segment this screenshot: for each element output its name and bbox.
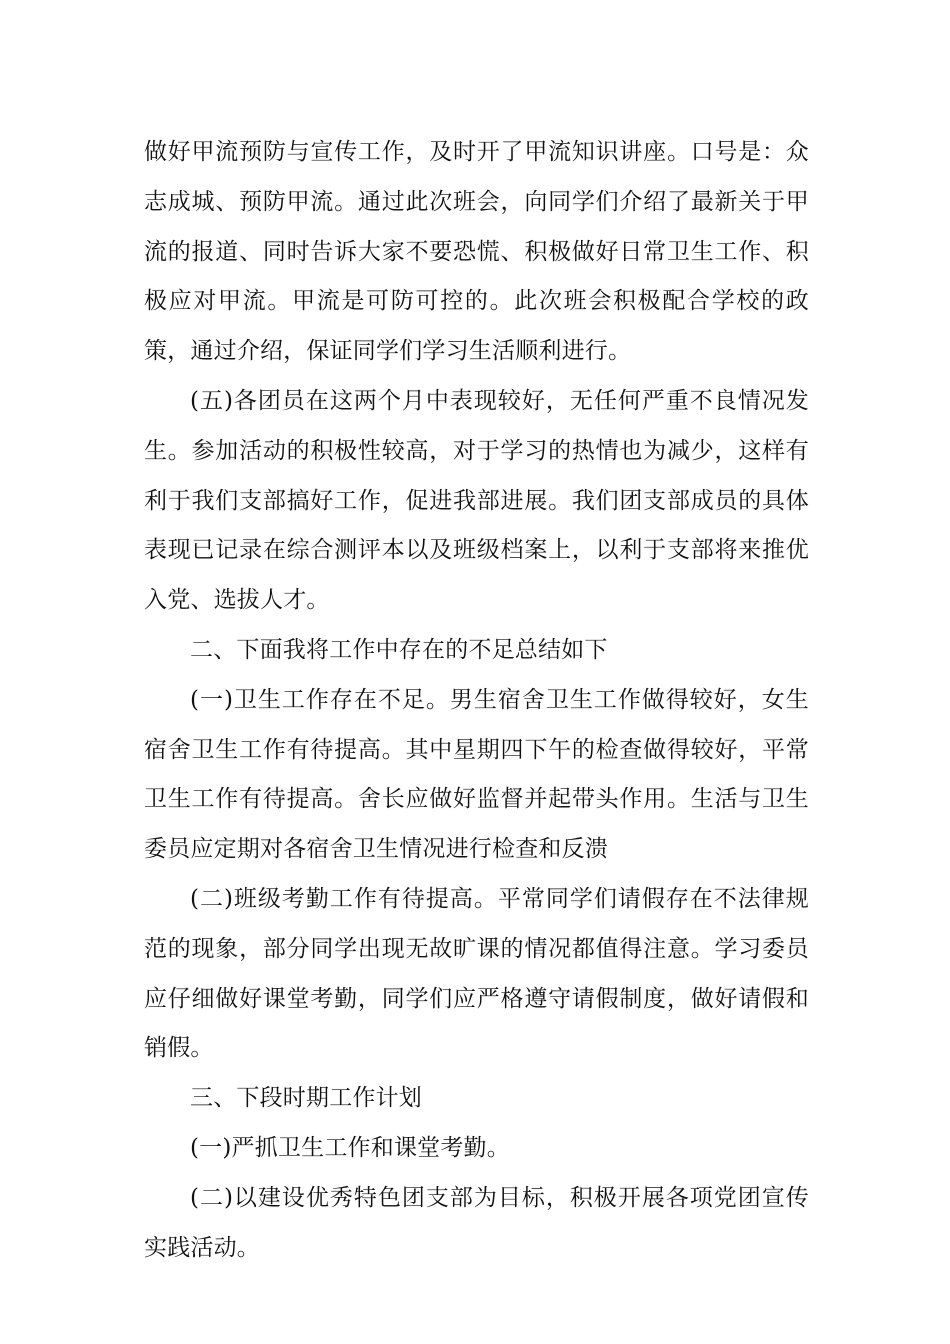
document-body: [144, 128, 809, 1273]
paragraph-plan-item-2: (二)以建设优秀特色团支部为目标，积极开展各项党团宣传实践活动。: [144, 1184, 809, 1261]
paragraph-hygiene-shortcomings: (一)卫生工作存在不足。男生宿舍卫生工作做得较好，女生宿舍卫生工作有待提高。其中星期四下午的检查做得较好，平常卫生工作有待提高。舍长应做好监督并起带头作用。生活与卫生委员应定期对各宿舍卫生情况进行检查和反溃: [144, 686, 809, 863]
paragraph-plan-item-1: (一)严抓卫生工作和课堂考勤。: [190, 1134, 510, 1161]
paragraph-attendance-shortcomings: (二)班级考勤工作有待提高。平常同学们请假存在不法律规范的现象，部分同学出现无故旷课的情况都值得注意。学习委员应仔细做好课堂考勤，同学们应严格遵守请假制度，做好请假和销假。: [144, 885, 809, 1062]
paragraph-epidemic-prevention: 做好甲流预防与宣传工作，及时开了甲流知识讲座。口号是：众志成城、预防甲流。通过此次班会，向同学们介绍了最新关于甲流的报道、同时告诉大家不要恐慌、积极做好日常卫生工作、积极应对甲流。甲流是可防可控的。此次班会积极配合学校的政策，通过介绍，保证同学们学习生活顺利进行。: [144, 139, 809, 365]
section-heading-next-plan: 三、下段时期工作计划: [190, 1085, 422, 1112]
section-heading-shortcomings: 二、下面我将工作中存在的不足总结如下: [190, 636, 608, 663]
paragraph-league-member-performance: (五)各团员在这两个月中表现较好，无任何严重不良情况发生。参加活动的积极性较高，对于学习的热情也为减少，这样有利于我们支部搞好工作，促进我部进展。我们团支部成员的具体表现已记录在综合测评本以及班级档案上，以利于支部将来推优入党、选拔人才。: [144, 387, 809, 614]
